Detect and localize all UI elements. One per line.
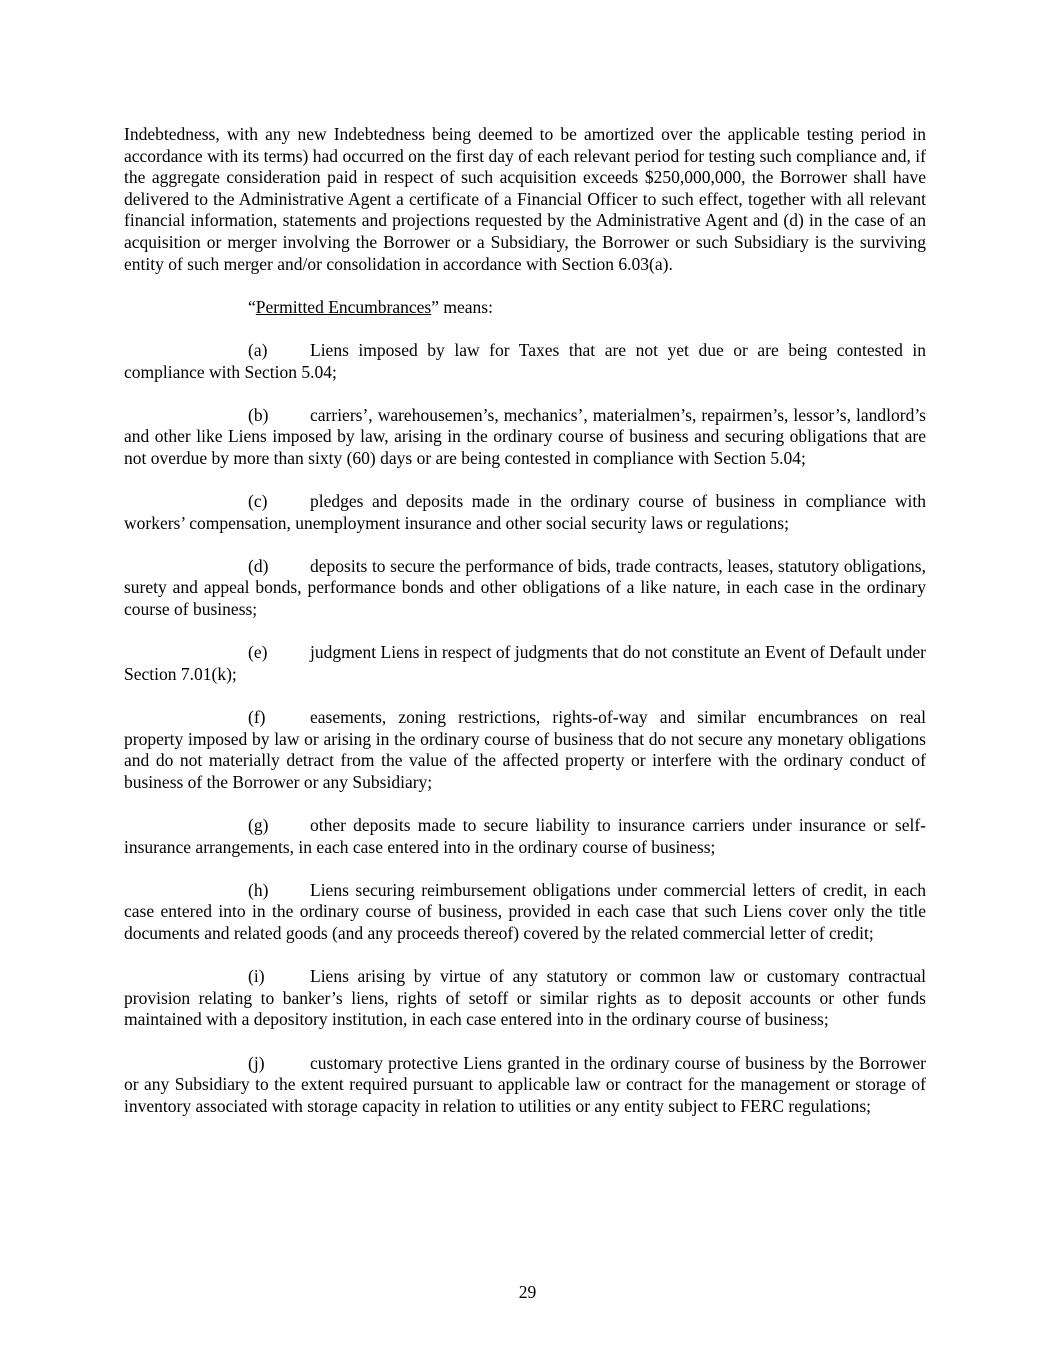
list-item-h xyxy=(124,880,926,945)
intro-paragraph: Indebtedness, with any new Indebtedness being deemed to be amortized over the applicable testing period in accordance with its terms) had occurred on the first day of each relevant period for testing such compliance and, if the aggregate consideration paid in respect of such acquisition exceeds $250,000,000, the Borrower shall have delivered to the Administrative Agent a certificate of a Financial Officer to such effect, together with all relevant financial information, statements and projections requested by the Administrative Agent and (d) in the case of an acquisition or merger involving the Borrower or a Subsidiary, the Borrower or such Subsidiary is the surviving entity of such merger and/or consolidation in accordance with Section 6.03(a). xyxy=(124,124,926,274)
item-text: judgment Liens in respect of judgments that do not constitute an Event of Default under Section 7.01(k); xyxy=(124,642,926,684)
list-item-i xyxy=(124,966,926,1031)
item-label: (h) xyxy=(248,879,269,900)
page-number: 29 xyxy=(518,1282,537,1302)
definition-suffix: ” means: xyxy=(431,296,493,317)
item-text: deposits to secure the performance of bids, trade contracts, leases, statutory obligations, surety and appeal bonds, performance bonds and other obligations of a like nature, in each case in the ordinary course of business; xyxy=(124,555,926,620)
list-item-j xyxy=(124,1053,926,1118)
item-text: customary protective Liens granted in the ordinary course of business by the Borrower or any Subsidiary to the extent required pursuant to applicable law or contract for the management or storage of inventory associated with storage capacity in relation to utilities or any entity subject to FERC regulations; xyxy=(124,1052,926,1116)
item-label: (b) xyxy=(248,404,269,425)
definition-heading xyxy=(124,297,926,319)
item-label: (i) xyxy=(248,966,265,987)
item-text: carriers’, warehousemen’s, mechanics’, materialmen’s, repairmen’s, lessor’s, landlord’s and other like Liens imposed by law, arising in the ordinary course of business and securing obligations that are not overdue by more than sixty (60) days or are being contested in compliance with Section 5.04; xyxy=(124,404,926,468)
document-page xyxy=(124,124,926,1139)
item-text: Liens arising by virtue of any statutory or common law or customary contractual provision relating to banker’s liens, rights of setoff or similar rights as to deposit accounts or other funds maintained with a depository institution, in each case entered into in the ordinary course of business; xyxy=(124,966,926,1030)
item-text: Liens imposed by law for Taxes that are not yet due or are being contested in compliance with Section 5.04; xyxy=(124,339,926,382)
definition-term: Permitted Encumbrances xyxy=(255,296,432,317)
item-label: (c) xyxy=(248,491,268,512)
item-label: (d) xyxy=(248,555,269,576)
item-label: (j) xyxy=(248,1052,265,1073)
list-item-a xyxy=(124,340,926,383)
item-text: easements, zoning restrictions, rights-of-way and similar encumbrances on real property imposed by law or arising in the ordinary course of business that do not secure any monetary obligations and do not materially detract from the value of the affected property or interfere with the ordinary conduct of business of the Borrower or any Subsidiary; xyxy=(124,707,926,792)
item-text: pledges and deposits made in the ordinary course of business in compliance with workers’ compensation, unemployment insurance and other social security laws or regulations; xyxy=(124,491,926,533)
list-item-c xyxy=(124,491,926,534)
item-text: other deposits made to secure liability to insurance carriers under insurance or self-insurance arrangements, in each case entered into in the ordinary course of business; xyxy=(124,815,926,857)
list-item-e xyxy=(124,642,926,685)
list-item-d xyxy=(124,556,926,621)
item-label: (f) xyxy=(248,707,266,728)
item-label: (a) xyxy=(248,339,268,360)
item-label: (e) xyxy=(248,642,268,663)
definition-open-quote: “ xyxy=(248,296,256,317)
list-item-f xyxy=(124,707,926,793)
list-item-b xyxy=(124,405,926,470)
item-label: (g) xyxy=(248,815,269,835)
list-item-g xyxy=(124,815,926,858)
item-text: Liens securing reimbursement obligations under commercial letters of credit, in each case entered into in the ordinary course of business, provided in each case that such Liens cover only the title documents and related goods (and any proceeds thereof) covered by the related commercial letter of credit; xyxy=(124,879,926,943)
